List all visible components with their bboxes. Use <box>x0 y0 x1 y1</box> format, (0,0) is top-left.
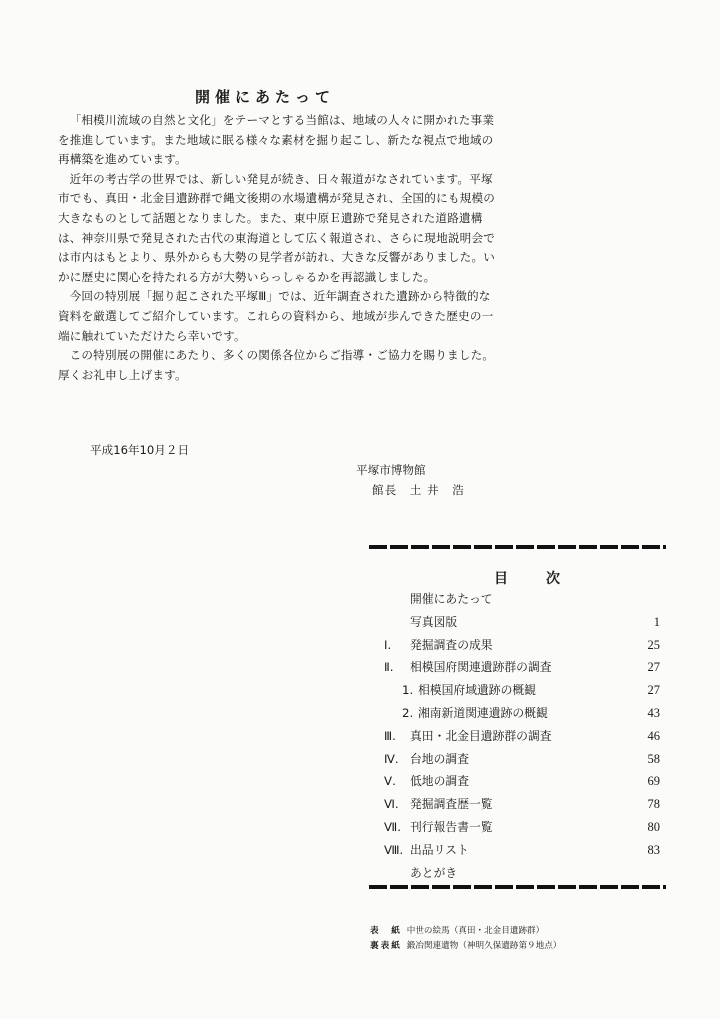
toc-entry-number: Ⅵ. <box>384 797 399 812</box>
toc-bottom-rule <box>369 885 666 889</box>
toc-entry-number: Ⅲ. <box>384 728 396 743</box>
foreword-date: 平成16年10月２日 <box>90 443 190 457</box>
page-title: 開催にあたって <box>194 88 335 106</box>
toc-heading: 目 次 <box>494 571 572 587</box>
toc-entry[interactable] <box>368 725 660 748</box>
cover-note-caption: 表 紙 <box>370 926 402 936</box>
table-of-contents <box>368 588 660 884</box>
foreword-paragraph-3: 今回の特別展「掘り起こされた平塚Ⅲ」では、近年調査された遺跡から特徴的な資料を厳選してご紹介しています。これらの資料から、地域が歩んできた歴史の一端に触れていただけたら幸いです。 <box>58 289 494 343</box>
toc-entry-number: Ⅴ. <box>384 774 396 789</box>
toc-entry-label: 相模国府関連遺跡群の調査 <box>410 660 552 675</box>
toc-entry-page: 78 <box>647 797 660 812</box>
toc-entry[interactable] <box>368 656 660 679</box>
cover-notes <box>370 924 561 954</box>
cover-note-back <box>370 939 561 954</box>
toc-entry-number: Ⅳ. <box>384 751 399 766</box>
cover-note-caption: 裏表紙 <box>370 941 402 951</box>
toc-entry-page: 46 <box>647 728 660 743</box>
toc-entry-number: Ⅰ. <box>384 637 392 652</box>
toc-top-rule <box>369 545 666 549</box>
toc-entry-page: 25 <box>647 637 660 652</box>
foreword-paragraph-2: 近年の考古学の世界では、新しい発見が続き、日々報道がなされています。平塚市でも、真田・北金目遺跡群で縄文後期の水場遺構が発見され、全国的にも規模の大きなものとして話題となりました。また、東中原Ｅ遺跡で発見された道路遺構は、神奈川県で発見された古代の東海道として広く報道され、さらに現地説明会では市内はもとより、県外からも大勢の見学者が訪れ、大きな反響がありました。いかに歴史に関心を持たれる方が大勢いらっしゃるかを再認識しました。 <box>58 171 496 284</box>
toc-entry-label: 開催にあたって <box>410 592 493 606</box>
toc-entry-label: 低地の調査 <box>410 774 469 789</box>
toc-entry-label: 湘南新道関連遺跡の概観 <box>418 705 548 720</box>
organization-name: 平塚市博物館 <box>356 463 426 477</box>
toc-entry[interactable] <box>368 862 660 885</box>
cover-note-text: 中世の絵馬（真田・北金目遺跡群） <box>406 926 545 936</box>
toc-entry[interactable] <box>368 770 660 793</box>
toc-entry-page: 27 <box>647 660 660 675</box>
toc-entry[interactable] <box>368 793 660 816</box>
toc-entry-label: 写真図版 <box>410 614 458 629</box>
toc-entry[interactable] <box>368 588 660 611</box>
toc-entry-label: あとがき <box>410 865 458 880</box>
toc-entry-number: Ⅷ. <box>384 842 404 857</box>
toc-entry-label: 真田・北金目遺跡群の調査 <box>410 728 552 743</box>
toc-entry-label: 発掘調査の成果 <box>410 637 493 652</box>
toc-entry-label: 相模国府域遺跡の概観 <box>418 683 536 698</box>
toc-entry-page: 83 <box>647 842 660 857</box>
toc-entry-page: 27 <box>647 683 660 698</box>
toc-entry-label: 刊行報告書一覧 <box>410 819 493 834</box>
toc-entry-number: 1. <box>402 683 414 698</box>
toc-entry[interactable] <box>368 748 660 771</box>
toc-entry[interactable] <box>368 679 660 702</box>
foreword-body <box>58 111 498 385</box>
toc-entry-page: 1 <box>653 614 660 629</box>
cover-note-front <box>370 924 561 939</box>
toc-entry-label: 台地の調査 <box>410 751 469 766</box>
toc-entry-number: 2. <box>402 705 414 720</box>
toc-entry-page: 58 <box>647 751 660 766</box>
toc-entry-number: Ⅱ. <box>384 660 394 675</box>
toc-entry[interactable] <box>368 816 660 839</box>
cover-note-text: 鍛冶関連遺物（神明久保遺跡第９地点） <box>406 941 562 951</box>
foreword-paragraph-1: 「相模川流域の自然と文化」をテーマとする当館は、地域の人々に開かれた事業を推進しています。また地域に眠る様々な素材を掘り起こし、新たな視点で地域の再構築を進めています。 <box>58 113 495 167</box>
toc-entry-label: 出品リスト <box>410 842 469 857</box>
toc-entry-page: 80 <box>647 819 660 834</box>
toc-entry[interactable] <box>368 611 660 634</box>
toc-entry-label: 発掘調査歴一覧 <box>410 797 493 812</box>
director-signature: 館長 土 井 浩 <box>372 483 465 497</box>
toc-entry-number: Ⅶ. <box>384 819 401 834</box>
foreword-paragraph-4: この特別展の開催にあたり、多くの関係各位からご指導・ご協力を賜りました。厚くお礼申し上げます。 <box>58 348 495 382</box>
toc-entry[interactable] <box>368 702 660 725</box>
toc-entry[interactable] <box>368 634 660 657</box>
toc-entry-page: 69 <box>647 774 660 789</box>
toc-entry[interactable] <box>368 839 660 862</box>
toc-entry-page: 43 <box>647 705 660 720</box>
